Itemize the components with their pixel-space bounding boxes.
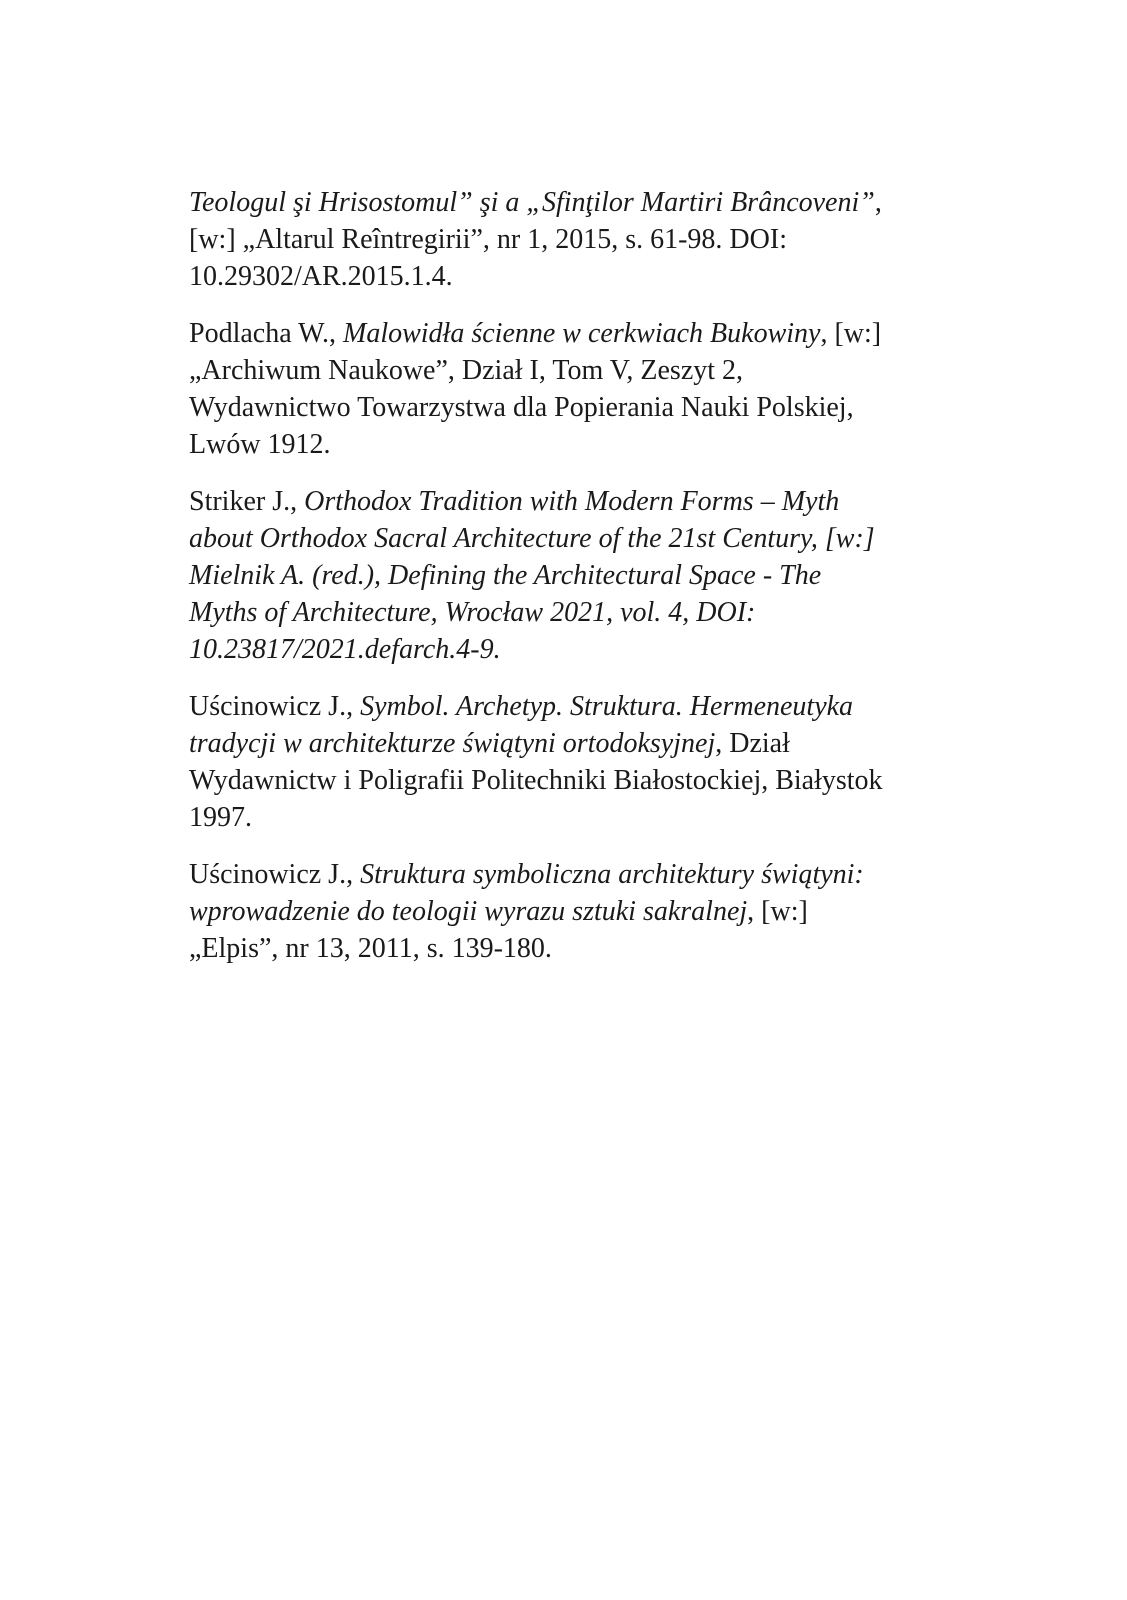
italic-title-text: Malowidła ścienne w cerkwiach Bukowiny	[343, 318, 821, 349]
citation-text: 1997.	[189, 802, 252, 833]
italic-title-text: Symbol. Archetyp. Struktura. Hermeneutyka	[360, 691, 854, 722]
citation-text: , Dział	[715, 728, 790, 759]
italic-title-text: tradycji w architekturze świątyni ortodoksyjnej	[189, 728, 716, 759]
entry-line	[189, 594, 929, 631]
citation-text: , [w:]	[747, 896, 808, 927]
italic-title-text: Orthodox Tradition with Modern Forms – Myth	[304, 486, 840, 517]
italic-title-text: 10.23817/2021.defarch.4-9.	[189, 634, 501, 665]
citation-text: Uścinowicz J.,	[189, 859, 361, 890]
italic-title-text: Myths of Architecture, Wrocław 2021, vol. 4, DOI:	[189, 597, 756, 628]
entry-line	[189, 762, 929, 799]
italic-title-text: Mielnik A. (red.), Defining the Architectural Space - The	[189, 560, 822, 591]
entry-line	[189, 799, 929, 836]
bibliography-entry	[189, 315, 929, 463]
italic-title-text: wprowadzenie do teologii wyrazu sztuki sakralnej	[189, 896, 748, 927]
citation-text: 10.29302/AR.2015.1.4.	[189, 261, 453, 292]
citation-text: Uścinowicz J.,	[189, 691, 361, 722]
entry-line	[189, 930, 929, 967]
entry-line	[189, 520, 929, 557]
entry-line	[189, 258, 929, 295]
entry-line	[189, 688, 929, 725]
citation-text: , [w:]	[820, 318, 882, 349]
bibliography-entry	[189, 184, 929, 295]
bibliography-entry	[189, 856, 929, 967]
italic-title-text: Struktura symboliczna architektury świątyni:	[360, 859, 864, 890]
citation-text: ,	[874, 187, 882, 218]
entry-line	[189, 856, 929, 893]
citation-text: [w:] „Altarul Reîntregirii”, nr 1, 2015, s. 61-98. DOI:	[189, 224, 787, 255]
bibliography-entry	[189, 688, 929, 836]
citation-text: Wydawnictwo Towarzystwa dla Popierania Nauki Polskiej,	[189, 392, 854, 423]
citation-text: Striker J.,	[189, 486, 305, 517]
citation-text: Podlacha W.,	[189, 318, 343, 349]
entry-line	[189, 426, 929, 463]
italic-title-text: about Orthodox Sacral Architecture of the 21st Century, [w:]	[189, 523, 875, 554]
entry-line	[189, 315, 929, 352]
citation-text: „Archiwum Naukowe”, Dział I, Tom V, Zeszyt 2,	[189, 355, 744, 386]
entry-line	[189, 389, 929, 426]
citation-text: Lwów 1912.	[189, 429, 331, 460]
entry-line	[189, 893, 929, 930]
entry-line	[189, 557, 929, 594]
entry-line	[189, 352, 929, 389]
citation-text: Wydawnictw i Poligrafii Politechniki Białostockiej, Białystok	[189, 765, 883, 796]
entry-line	[189, 221, 929, 258]
bibliography-entry	[189, 483, 929, 668]
bibliography-page	[189, 184, 929, 987]
entry-line	[189, 184, 929, 221]
entry-line	[189, 631, 929, 668]
italic-title-text: Teologul şi Hrisostomul” şi a „Sfinţilor Martiri Brâncoveni”	[189, 187, 875, 218]
citation-text: „Elpis”, nr 13, 2011, s. 139-180.	[189, 933, 552, 964]
entry-line	[189, 725, 929, 762]
entry-line	[189, 483, 929, 520]
